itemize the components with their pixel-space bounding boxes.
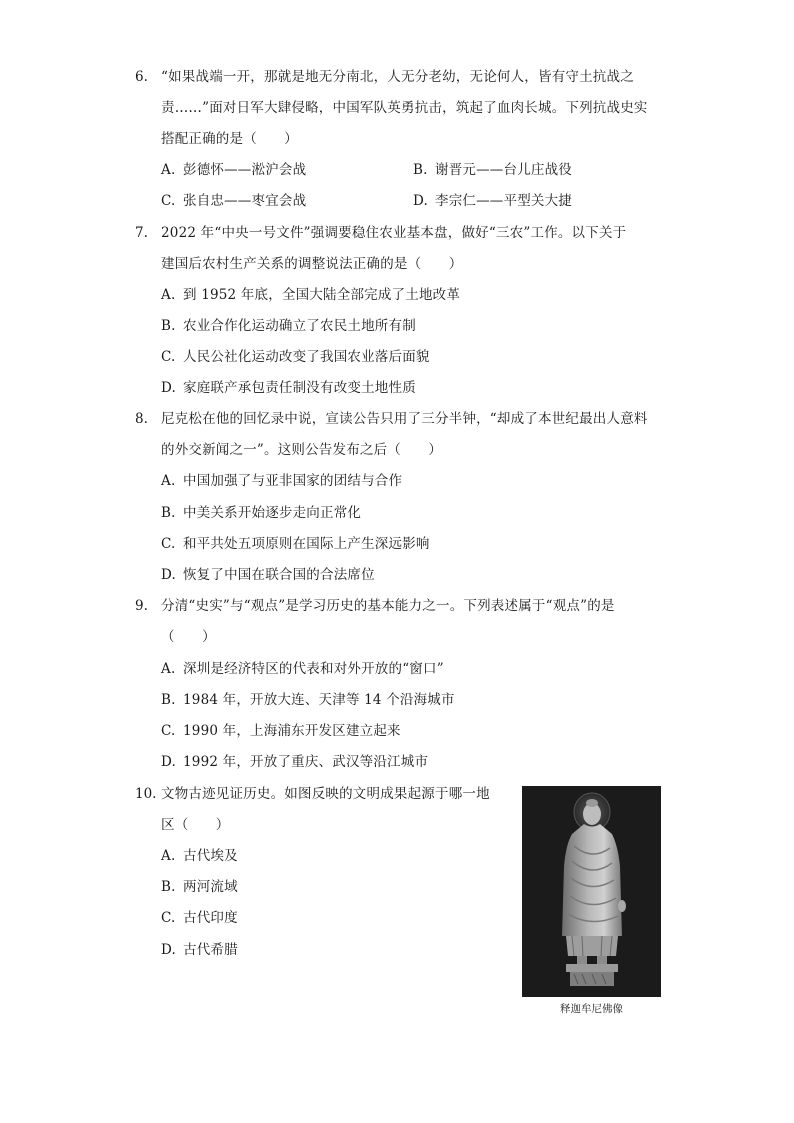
option-b[interactable]: B. 两河流域 <box>161 879 238 895</box>
option-c[interactable]: C. 古代印度 <box>161 910 238 926</box>
buddha-statue-photo <box>522 786 661 997</box>
buddha-statue-icon <box>522 786 661 997</box>
option-c[interactable]: C. 张自忠——枣宜会战 <box>161 193 307 209</box>
question-stem-line: 搭配正确的是（ ） <box>161 131 298 147</box>
question-stem-line: 的外交新闻之一”。这则公告发布之后（ ） <box>161 442 443 458</box>
option-a[interactable]: A. 古代埃及 <box>161 848 238 864</box>
question-number: 7. <box>135 225 148 241</box>
option-a[interactable]: A. 彭德怀——淞沪会战 <box>161 162 307 178</box>
option-d[interactable]: D. 李宗仁——平型关大捷 <box>413 193 572 209</box>
question-stem-line: 责……”面对日军大肆侵略，中国军队英勇抗击，筑起了血肉长城。下列抗战史实 <box>161 100 648 116</box>
option-c[interactable]: C. 1990 年，上海浦东开发区建立起来 <box>161 723 401 739</box>
question-stem-line: 区（ ） <box>161 817 230 833</box>
option-d[interactable]: D. 恢复了中国在联合国的合法席位 <box>161 567 375 583</box>
option-d[interactable]: D. 家庭联产承包责任制没有改变土地性质 <box>161 380 416 396</box>
question-stem-line: 文物古迹见证历史。如图反映的文明成果起源于哪一地 <box>161 786 490 802</box>
question-stem-line: 建国后农村生产关系的调整说法正确的是（ ） <box>161 256 463 272</box>
option-b[interactable]: B. 1984 年，开放大连、天津等 14 个沿海城市 <box>161 692 455 708</box>
question-stem-line: 分清“史实”与“观点”是学习历史的基本能力之一。下列表述属于“观点”的是 <box>161 598 615 614</box>
option-a[interactable]: A. 深圳是经济特区的代表和对外开放的“窗口” <box>161 661 444 677</box>
option-c[interactable]: C. 人民公社化运动改变了我国农业落后面貌 <box>161 349 430 365</box>
option-b[interactable]: B. 中美关系开始逐步走向正常化 <box>161 505 362 521</box>
option-d[interactable]: D. 1992 年，开放了重庆、武汉等沿江城市 <box>161 754 429 770</box>
question-number: 9. <box>135 598 148 614</box>
question-number: 8. <box>135 411 148 427</box>
question-number: 10. <box>135 786 157 802</box>
option-a[interactable]: A. 中国加强了与亚非国家的团结与合作 <box>161 473 403 489</box>
figure-caption: 释迦牟尼佛像 <box>560 1003 623 1015</box>
option-b[interactable]: B. 农业合作化运动确立了农民土地所有制 <box>161 318 416 334</box>
option-b[interactable]: B. 谢晋元——台儿庄战役 <box>413 162 572 178</box>
option-d[interactable]: D. 古代希腊 <box>161 942 238 958</box>
question-stem-line: 尼克松在他的回忆录中说，宣读公告只用了三分半钟，“却成了本世纪最出人意料 <box>161 411 648 427</box>
question-stem-line: “如果战端一开，那就是地无分南北，人无分老幼，无论何人，皆有守土抗战之 <box>161 69 634 85</box>
option-c[interactable]: C. 和平共处五项原则在国际上产生深远影响 <box>161 536 430 552</box>
question-number: 6. <box>135 69 148 85</box>
question-stem-line: 2022 年“中央一号文件”强调要稳住农业基本盘，做好“三农”工作。以下关于 <box>161 225 627 241</box>
option-a[interactable]: A. 到 1952 年底，全国大陆全部完成了土地改革 <box>161 287 461 303</box>
question-stem-line: （ ） <box>161 629 216 645</box>
